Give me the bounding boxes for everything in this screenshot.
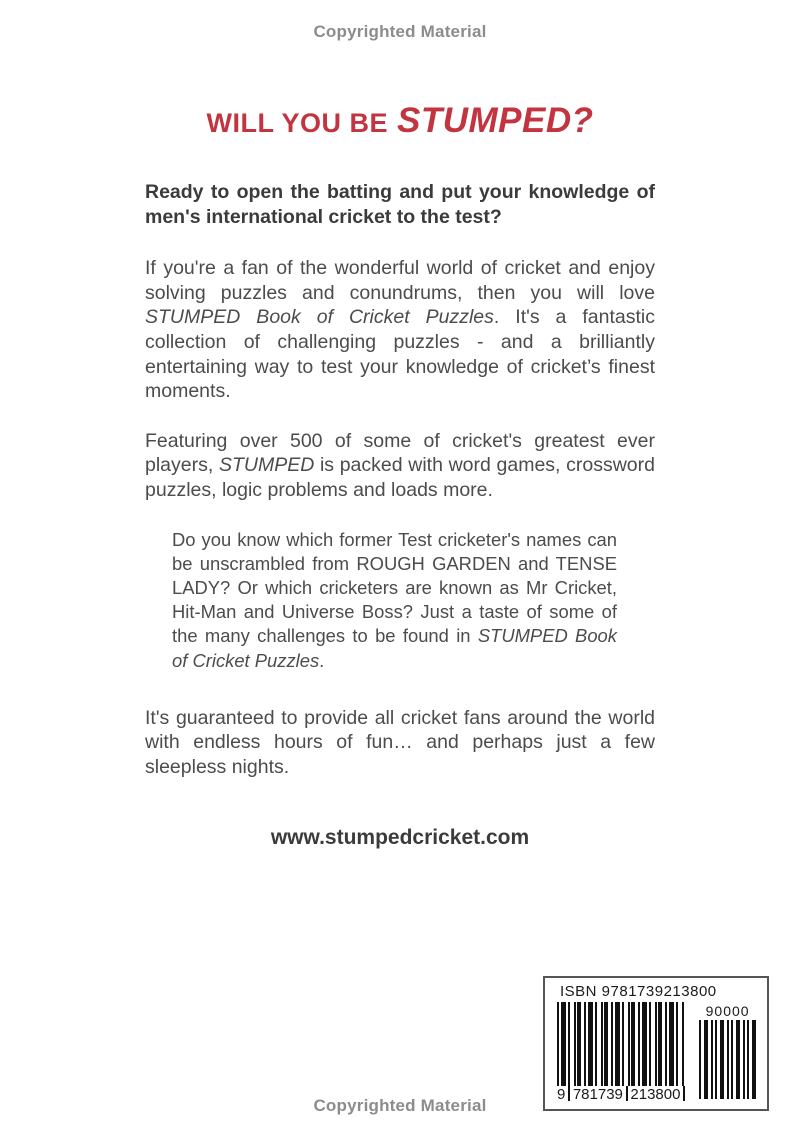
paragraph-1-text: If you're a fan of the wonderful world of cricket and enjoy solving puzzles and conundrums, then you will love	[145, 257, 655, 304]
website-url: www.stumpedcricket.com	[270, 825, 530, 849]
barcode-digit-group: 213800	[630, 1086, 681, 1103]
barcode-digit-group: 9	[557, 1086, 566, 1103]
paragraph-2-text-end: is packed with word games, crossword puzzles, logic problems and loads more.	[145, 454, 655, 501]
book-title-italic: STUMPED Book of Cricket Puzzles	[145, 306, 494, 329]
paragraph-3: It's guaranteed to provide all cricket fans around the world with endless hours of fun… and perhaps just a few sleepless nights.	[145, 706, 655, 778]
barcode-bars	[557, 1002, 685, 1086]
page-title	[145, 100, 655, 149]
paragraph-1-text-end: . It's a fantastic collection of challenging puzzles - and a brilliantly entertaining way to test your knowledge of cricket’s finest moments.	[145, 306, 655, 403]
paragraph-2	[145, 429, 655, 503]
paragraph-2-text: Featuring over 500 of some of cricket's greatest ever players,	[145, 429, 655, 477]
paragraph-1	[145, 256, 655, 404]
addon-barcode-bars	[699, 1020, 756, 1099]
ean13-barcode	[557, 1002, 685, 1103]
barcode-row	[557, 1002, 756, 1103]
copyright-notice-bottom: Copyrighted Material	[313, 1096, 487, 1115]
intro-paragraph: Ready to open the batting and put your knowledge of men's international cricket to the test?	[145, 181, 655, 228]
addon-code-label: 90000	[705, 1003, 750, 1019]
teaser-text-end: .	[319, 649, 325, 671]
copyright-notice-top: Copyrighted Material	[313, 22, 487, 41]
price-addon-barcode	[699, 1004, 756, 1099]
teaser-paragraph	[172, 528, 617, 673]
barcode-digit-group: 781739	[572, 1086, 623, 1103]
title-prefix: WILL YOU BE	[206, 108, 388, 138]
title-emphasis: STUMPED?	[397, 101, 594, 140]
teaser-text: Do you know which former Test cricketer's names can be unscrambled from ROUGH GARDEN and TENSE LADY? Or which cricketers are known as Mr Cricket, Hit-Man and Universe Boss? Just a taste of some of the many challenges to be found in	[172, 528, 617, 647]
book-title-short-italic: STUMPED	[218, 454, 315, 477]
isbn-number-label: ISBN 9781739213800	[560, 983, 717, 1000]
book-title-italic: STUMPED Book of Cricket Puzzles	[172, 625, 617, 671]
isbn-barcode-block	[543, 976, 769, 1111]
cover-text-column	[145, 0, 655, 850]
